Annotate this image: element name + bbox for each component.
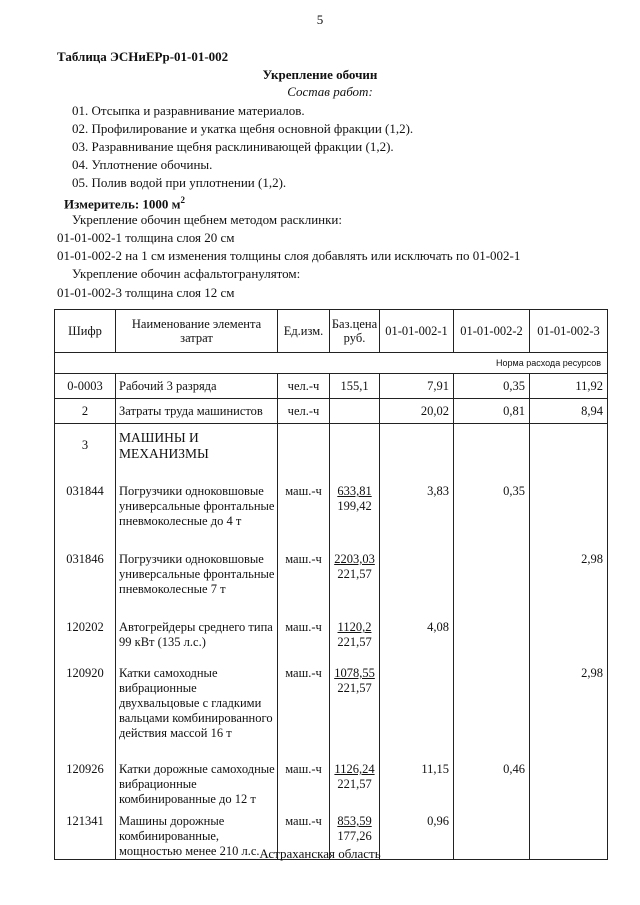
description-line: 01-01-002-2 на 1 см изменения толщины слоя добавлять или исключать по 01-002-1	[57, 248, 521, 263]
row-unit: маш.-ч	[278, 660, 330, 756]
work-step: 02. Профилирование и укатка щебня основной фракции (1,2).	[72, 121, 414, 136]
row-unit: маш.-ч	[278, 756, 330, 808]
row-value-1	[380, 546, 454, 614]
row-name: Катки дорожные самоходные вибрационные комбинированные до 12 т	[116, 756, 278, 808]
row-value-3: 8,94	[530, 399, 608, 424]
row-price	[330, 478, 380, 546]
row-value-1: 7,91	[380, 374, 454, 399]
row-value-3: 2,98	[530, 660, 608, 756]
works-subtitle: Состав работ:	[287, 84, 373, 99]
row-price	[330, 399, 380, 424]
norma-row	[55, 353, 608, 374]
row-code: 3	[55, 424, 116, 479]
row-code: 120926	[55, 756, 116, 808]
row-price: 155,1	[330, 374, 380, 399]
row-value-3	[530, 756, 608, 808]
header-col-2: 01-01-002-2	[454, 310, 530, 353]
work-step: 03. Разравнивание щебня расклинивающей фракции (1,2).	[72, 139, 394, 154]
header-name: Наименование элемента затрат	[116, 310, 278, 353]
table-row	[55, 478, 608, 546]
table-row	[55, 399, 608, 424]
price-top: 1078,55	[334, 666, 375, 680]
work-step: 04. Уплотнение обочины.	[72, 157, 213, 172]
row-unit: чел.-ч	[278, 374, 330, 399]
price-bottom: 177,26	[337, 829, 372, 843]
description-line: 01-01-002-3 толщина слоя 12 см	[57, 285, 235, 300]
row-unit: маш.-ч	[278, 808, 330, 860]
row-name: Погрузчики одноковшовые универсальные фронтальные пневмоколесные 7 т	[116, 546, 278, 614]
row-code: 121341	[55, 808, 116, 860]
table-row	[55, 374, 608, 399]
row-code: 120202	[55, 614, 116, 660]
row-name: Автогрейдеры среднего типа 99 кВт (135 л.с.)	[116, 614, 278, 660]
row-value-1: 4,08	[380, 614, 454, 660]
header-price: Баз.цена руб.	[330, 310, 380, 353]
row-value-2: 0,46	[454, 756, 530, 808]
row-value-2	[454, 660, 530, 756]
work-step: 01. Отсыпка и разравнивание материалов.	[72, 103, 305, 118]
row-value-2: 0,81	[454, 399, 530, 424]
description-line: Укрепление обочин щебнем методом расклинки:	[72, 212, 342, 227]
row-name: Катки самоходные вибрационные двухвальцовые с гладкими вальцами комбинированного действия массой 16 т	[116, 660, 278, 756]
row-name: Погрузчики одноковшовые универсальные фронтальные пневмоколесные до 4 т	[116, 478, 278, 546]
row-unit: маш.-ч	[278, 614, 330, 660]
row-code: 2	[55, 399, 116, 424]
row-code: 120920	[55, 660, 116, 756]
row-value-1: 0,96	[380, 808, 454, 860]
price-top: 853,59	[337, 814, 372, 828]
row-value-1: 20,02	[380, 399, 454, 424]
footer-region: Астраханская область	[259, 846, 381, 861]
row-price	[330, 546, 380, 614]
row-unit: чел.-ч	[278, 399, 330, 424]
description-line: Укрепление обочин асфальтогранулятом:	[72, 266, 301, 281]
header-code: Шифр	[55, 310, 116, 353]
row-value-1: 11,15	[380, 756, 454, 808]
price-bottom: 221,57	[337, 567, 372, 581]
row-value-3	[530, 614, 608, 660]
description-line: 01-01-002-1 толщина слоя 20 см	[57, 230, 235, 245]
row-price	[330, 756, 380, 808]
work-step: 05. Полив водой при уплотнении (1,2).	[72, 175, 287, 190]
header-col-3: 01-01-002-3	[530, 310, 608, 353]
table-row	[55, 546, 608, 614]
table-row	[55, 614, 608, 660]
row-unit: маш.-ч	[278, 478, 330, 546]
row-value-1	[380, 660, 454, 756]
page-number: 5	[316, 12, 324, 27]
row-name: Затраты труда машинистов	[116, 399, 278, 424]
resource-table	[54, 309, 608, 860]
row-name: МАШИНЫ И МЕХАНИЗМЫ	[116, 424, 278, 479]
measure-unit: Измеритель: 1000 $м^2$	[64, 195, 186, 212]
row-value-3: 2,98	[530, 546, 608, 614]
row-value-3	[530, 478, 608, 546]
row-code: 031844	[55, 478, 116, 546]
norma-label: Норма расхода ресурсов	[55, 353, 608, 374]
price-top: 1120,2	[337, 620, 372, 634]
price-top: 1126,24	[334, 762, 375, 776]
row-price	[330, 614, 380, 660]
price-bottom: 199,42	[337, 499, 372, 513]
row-price	[330, 660, 380, 756]
table-header-row	[55, 310, 608, 353]
table-row	[55, 660, 608, 756]
row-value-1: 3,83	[380, 478, 454, 546]
row-unit: маш.-ч	[278, 546, 330, 614]
table-row	[55, 424, 608, 479]
row-value-2: 0,35	[454, 374, 530, 399]
price-bottom: 221,57	[337, 635, 372, 649]
row-value-2	[454, 546, 530, 614]
header-unit: Ед.изм.	[278, 310, 330, 353]
price-bottom: 221,57	[337, 777, 372, 791]
section-title: Укрепление обочин	[262, 67, 378, 82]
header-col-1: 01-01-002-1	[380, 310, 454, 353]
row-value-2: 0,35	[454, 478, 530, 546]
price-bottom: 221,57	[337, 681, 372, 695]
row-value-2	[454, 614, 530, 660]
price-top: 2203,03	[334, 552, 375, 566]
row-name: Рабочий 3 разряда	[116, 374, 278, 399]
table-row	[55, 756, 608, 808]
row-value-3: 11,92	[530, 374, 608, 399]
table-title: Таблица ЭСНиЕРр-01-01-002	[57, 49, 229, 64]
row-code: 031846	[55, 546, 116, 614]
row-name: Машины дорожные комбинированные, мощностью менее 210 л.с.	[116, 808, 278, 860]
row-code: 0-0003	[55, 374, 116, 399]
price-top: 633,81	[337, 484, 372, 498]
